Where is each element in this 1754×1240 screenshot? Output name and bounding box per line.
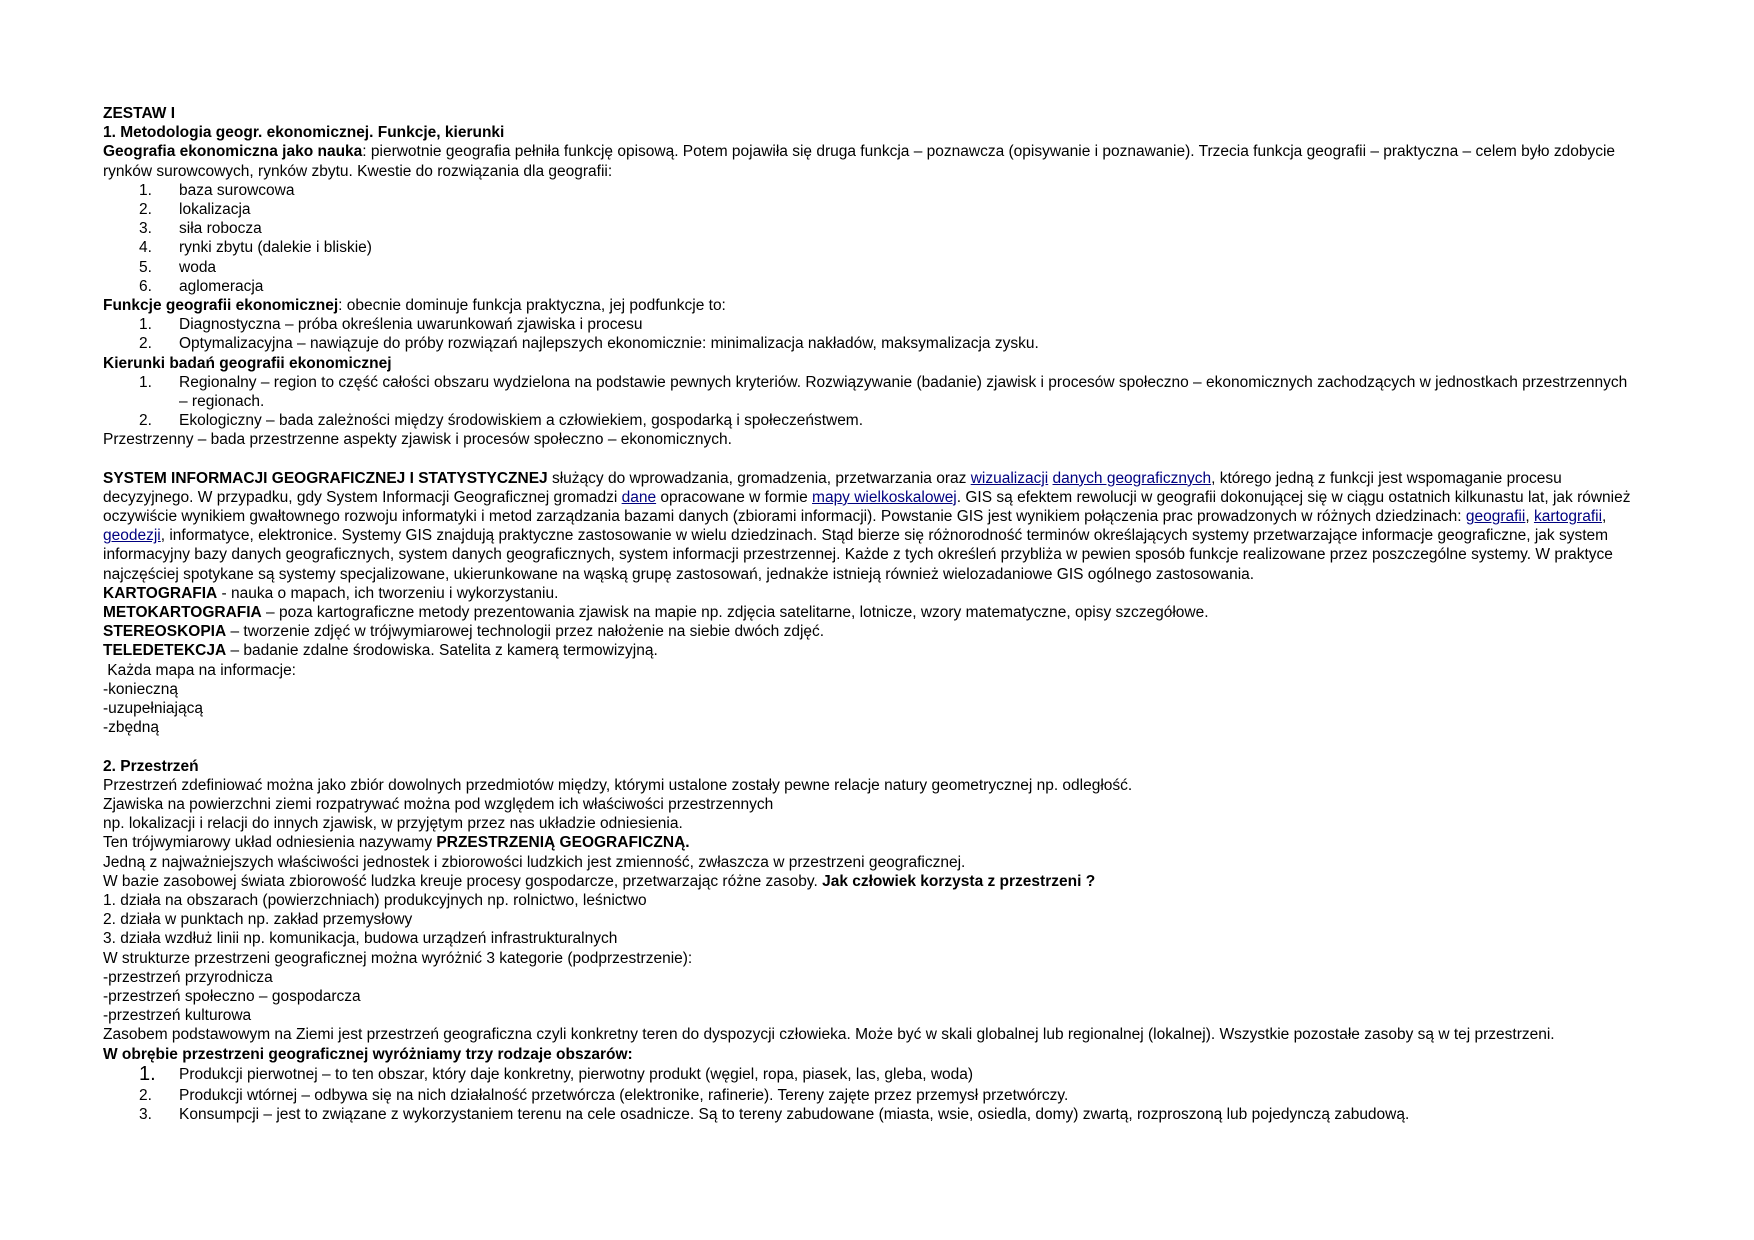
text: ,: [1602, 508, 1607, 526]
heading-obszary: W obrębie przestrzeni geograficznej wyróżniamy trzy rodzaje obszarów:: [103, 1045, 633, 1063]
section-2-line: 3. działa wzdłuż linii np. komunikacja, budowa urządzeń infrastrukturalnych: [103, 930, 618, 948]
text: , którego jedną z funkcji jest wspomaganie procesu decyzyjnego. W przypadku, gdy System Informacji Geograficznej gromadzi: [103, 469, 1562, 506]
list-item: 1. baza surowcowa: [139, 181, 295, 199]
list-podfunkcje: [103, 315, 1639, 353]
paragraph-zasob: Zasobem podstawowym na Ziemi jest przestrzeń geograficzna czyli konkretny teren do dyspozycji człowieka. Może być w skali globalnej lub regionalnej (lokalnej). Wszystkie pozostałe zasoby są w tej przestrzeni.: [103, 1026, 1555, 1044]
section-1-heading: 1. Metodologia geogr. ekonomicznej. Funkcje, kierunki: [103, 124, 505, 142]
text: , informatyce, elektronice. Systemy GIS znajdują praktyczne zastosowanie w wielu dziedzinach. Stąd bierze się różnorodność terminów określających systemy przetwarzające informacje geograficzne, jak system informacyjny bazy danych geograficznych, system danych geograficznych, system informacji przestrzennej. Każde z tych określeń przybliża w pewien sposób funkcje realizowane przez poszczególne systemy. W praktyce najczęściej spotykane są systemy specjalizowane, ukierunkowane na wąską grupę zastosowań, jednakże istnieją również wielozadaniowe GIS ogólnego zastosowania.: [103, 527, 1613, 583]
doc-title: ZESTAW I: [103, 105, 176, 122]
section-2-line: Ten trójwymiarowy układ odniesienia nazywamy PRZESTRZENIĄ GEOGRAFICZNĄ.: [103, 834, 690, 852]
def-metokartografia: METOKARTOGRAFIA – poza kartograficzne metody prezentowania zjawisk na mapie np. zdjęcia satelitarne, lotnicze, wzory matematyczne, opisy szczegółowe.: [103, 604, 1209, 622]
section-2-line: 1. działa na obszarach (powierzchniach) produkcyjnych np. rolnictwo, leśnictwo: [103, 891, 647, 909]
section-2-line: Przestrzeń zdefiniować można jako zbiór dowolnych przedmiotów między, którymi ustalone zostały pewne relacje natury geometrycznej np. odległość.: [103, 776, 1133, 794]
def-teledetekcja: TELEDETEKCJA – badanie zdalne środowiska. Satelita z kamerą termowizyjną.: [103, 642, 658, 660]
section-2-line: 2. działa w punktach np. zakład przemysłowy: [103, 911, 413, 929]
link-mapy-wielkoskalowej[interactable]: mapy wielkoskalowej: [812, 488, 957, 506]
document-body: [103, 104, 1639, 1124]
section-2-heading: 2. Przestrzeń: [103, 757, 199, 775]
section-2-line: Zjawiska na powierzchni ziemi rozpatrywać można pod względem ich właściwości przestrzennych: [103, 795, 774, 813]
list-kierunki: [103, 373, 1639, 431]
section-2-line: Jedną z najważniejszych właściwości jednostek i zbiorowości ludzkich jest zmienność, zwłaszcza w przestrzeni geograficznej.: [103, 853, 966, 871]
bold-term: Geografia ekonomiczna jako nauka: [103, 143, 363, 161]
list-item: 1. Regionalny – region to część całości obszaru wydzielona na podstawie pewnych kryteriów. Rozwiązywanie (badanie) zjawisk i procesów społeczno – ekonomicznych zachodzących w jednostkach przestrzennych – regionach.: [139, 373, 1628, 411]
list-item: 5. woda: [139, 258, 217, 276]
paragraph-funkcje: [103, 296, 1639, 315]
text: służący do wprowadzania, gromadzenia, przetwarzania oraz: [547, 469, 971, 487]
paragraph-gis: [103, 469, 1639, 584]
list-item: 3. Konsumpcji – jest to związane z wykorzystaniem terenu na cele osadnicze. Są to tereny zabudowane (miasta, wsie, osiedla, domy) zwartą, rozproszoną lub pojedynczą zabudową.: [139, 1105, 1410, 1123]
section-2-line: np. lokalizacji i relacji do innych zjawisk, w przyjętym przez nas układzie odniesienia.: [103, 815, 683, 833]
list-item: 3. siła robocza: [139, 220, 262, 238]
list-item: 4. rynki zbytu (dalekie i bliskie): [139, 239, 372, 257]
paragraph-geografia-ekonomiczna: [103, 142, 1639, 180]
link-geografii[interactable]: geografii: [1465, 508, 1526, 526]
section-2-line: -przestrzeń przyrodnicza: [103, 968, 273, 986]
bold-term: Funkcje geografii ekonomicznej: [103, 297, 339, 315]
list-item: 2. lokalizacja: [139, 201, 251, 219]
def-kartografia: KARTOGRAFIA - nauka o mapach, ich tworzeniu i wykorzystaniu.: [103, 584, 559, 602]
mapa-item: -uzupełniającą: [103, 700, 203, 718]
mapa-item: -konieczną: [103, 680, 178, 698]
list-item: 2. Optymalizacyjna – nawiązuje do próby rozwiązań najlepszych ekonomicznie: minimalizacja nakładów, maksymalizacja zysku.: [139, 335, 1039, 353]
link-dane[interactable]: dane: [621, 488, 657, 506]
heading-kierunki: Kierunki badań geografii ekonomicznej: [103, 354, 392, 372]
paragraph-text: : pierwotnie geografia pełniła funkcję opisową. Potem pojawiła się druga funkcja – poznawcza (opisywanie i poznawanie). Trzecia funkcja geografii – praktyczna – celem było zdobycie rynków surowcowych, rynków zbytu. Kwestie do rozwiązania dla geografii:: [103, 143, 1616, 180]
link-geodezji[interactable]: geodezji: [103, 527, 161, 545]
list-item: 2. Ekologiczny – bada zależności między środowiskiem a człowiekiem, gospodarką i społeczeństwem.: [139, 412, 864, 430]
bold-term: SYSTEM INFORMACJI GEOGRAFICZNEJ I STATYSTYCZNEJ: [103, 469, 548, 487]
link-wizualizacji[interactable]: wizualizacji: [970, 469, 1049, 487]
text: ,: [1525, 508, 1534, 526]
section-2-line: -przestrzeń kulturowa: [103, 1007, 252, 1025]
section-2-line: W bazie zasobowej świata zbiorowość ludzka kreuje procesy gospodarcze, przetwarzając różne zasoby. Jak człowiek korzysta z przestrzeni ?: [103, 872, 1096, 890]
list-item: 1. Produkcji pierwotnej – to ten obszar, który daje konkretny, pierwotny produkt (węgiel, ropa, piasek, las, gleba, woda): [139, 1062, 974, 1085]
section-2-line: -przestrzeń społeczno – gospodarcza: [103, 987, 361, 1005]
mapa-item: -zbędną: [103, 719, 160, 737]
def-stereoskopia: STEREOSKOPIA – tworzenie zdjęć w trójwymiarowej technologii przez nałożenie na siebie dwóch zdjęć.: [103, 623, 825, 641]
list-item: 1. Diagnostyczna – próba określenia uwarunkowań zjawiska i procesu: [139, 316, 643, 334]
paragraph-przestrzenny: Przestrzenny – bada przestrzenne aspekty zjawisk i procesów społeczno – ekonomicznych.: [103, 431, 732, 449]
list-kwestie: [103, 181, 1639, 296]
list-item: 6. aglomeracja: [139, 277, 264, 295]
mapa-intro: Każda mapa na informacje:: [103, 661, 296, 679]
list-item: 2. Produkcji wtórnej – odbywa się na nich działalność przetwórcza (elektronike, rafinerie). Tereny zajęte przez przemysł przetwórczy.: [139, 1086, 1069, 1104]
paragraph-text: : obecnie dominuje funkcja praktyczna, jej podfunkcje to:: [338, 297, 726, 315]
text: . GIS są efektem rewolucji w geografii dokonującej się w ciągu ostatnich kilkunastu lat, jak również oczywiście wynikiem gwałtownego rozwoju informatyki i metod zarządzania bazami danych (zbiorami informacji). Powstanie GIS jest wynikiem połączenia prac prowadzonych w różnych dziedzinach:: [103, 488, 1631, 526]
link-danych-geograficznych[interactable]: danych geograficznych: [1052, 469, 1212, 487]
list-obszary: [103, 1064, 1639, 1124]
link-kartografii[interactable]: kartografii: [1533, 508, 1603, 526]
text: opracowane w formie: [656, 488, 813, 506]
section-2-line: W strukturze przestrzeni geograficznej można wyróżnić 3 kategorie (podprzestrzenie):: [103, 949, 693, 967]
